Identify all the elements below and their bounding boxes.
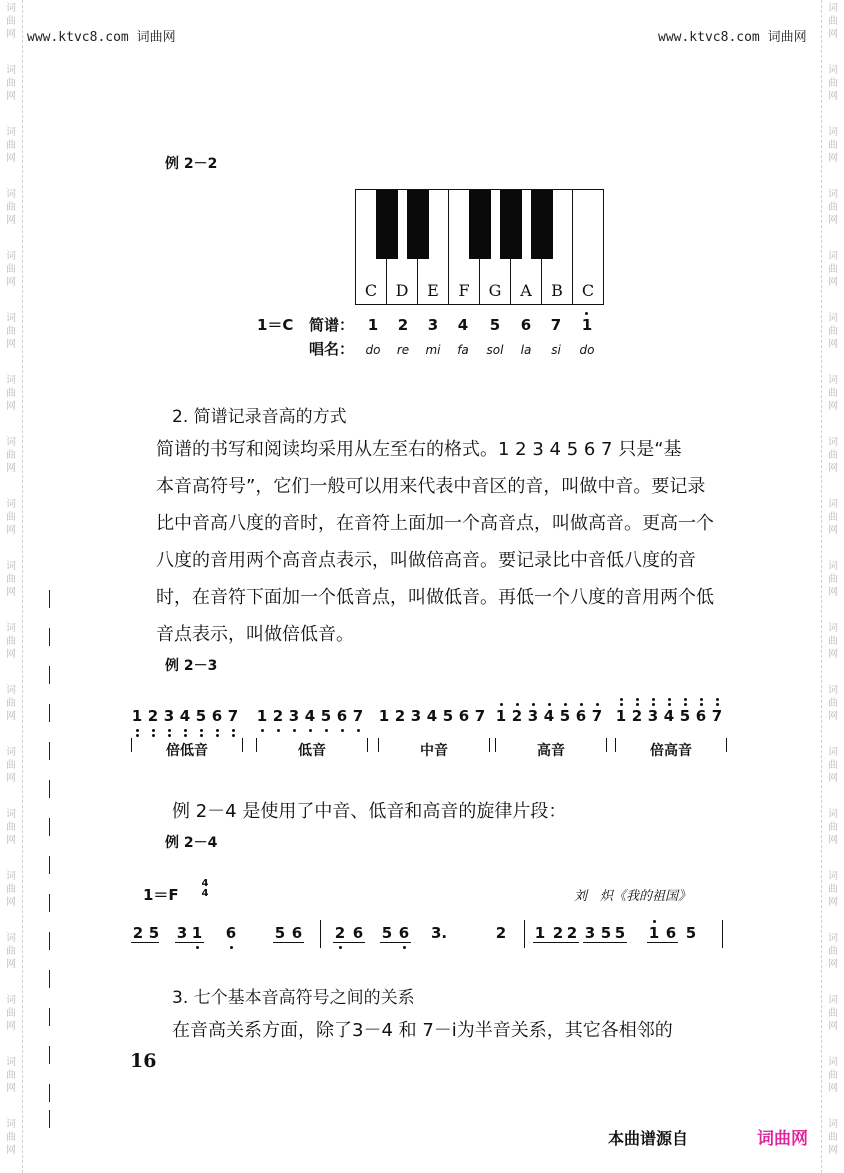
example-2-2-label: 例 2－2 bbox=[165, 156, 218, 172]
low-dot bbox=[136, 734, 139, 737]
high-dot bbox=[716, 698, 719, 701]
header-left-url: www.ktvc8.com 词曲网 bbox=[27, 30, 176, 45]
octave-note: 1 bbox=[615, 707, 627, 725]
high-dot bbox=[668, 703, 671, 706]
octave-note: 7 bbox=[352, 707, 364, 725]
high-dot bbox=[580, 703, 583, 706]
watermark-text: 词 曲 网 bbox=[6, 499, 16, 536]
low-dot bbox=[325, 729, 328, 732]
watermark-strip-right bbox=[821, 0, 844, 1173]
beam-line bbox=[273, 942, 304, 943]
watermark-text: 词 曲 网 bbox=[6, 313, 16, 350]
watermark-text: 词 曲 网 bbox=[828, 871, 838, 908]
watermark-text: 词 曲 网 bbox=[828, 3, 838, 40]
beam-line bbox=[647, 942, 678, 943]
jianpu-note-high: 1 bbox=[581, 316, 593, 334]
low-dot bbox=[216, 729, 219, 732]
octave-bracket bbox=[131, 738, 243, 759]
octave-note: 2 bbox=[394, 707, 406, 725]
margin-mark bbox=[49, 856, 50, 874]
melody-note: 6 bbox=[291, 924, 303, 942]
watermark-text: 词 曲 网 bbox=[6, 251, 16, 288]
watermark-text: 词 曲 网 bbox=[828, 561, 838, 598]
watermark-text: 词 曲 网 bbox=[828, 1119, 838, 1156]
section-3-text: 在音高关系方面，除了3－4 和 7－i为半音关系，其它各相邻的 bbox=[172, 1020, 673, 1041]
melody-note: 2 bbox=[132, 924, 144, 942]
watermark-text: 词 曲 网 bbox=[828, 437, 838, 474]
low-dot bbox=[357, 729, 360, 732]
watermark-text: 词 曲 网 bbox=[828, 127, 838, 164]
high-dot bbox=[636, 703, 639, 706]
octave-note: 3 bbox=[527, 707, 539, 725]
bar-line bbox=[722, 920, 723, 948]
watermark-text: 词 曲 网 bbox=[6, 3, 16, 40]
watermark-strip-left bbox=[0, 0, 23, 1173]
low-dot bbox=[200, 734, 203, 737]
high-dot bbox=[652, 703, 655, 706]
margin-mark bbox=[49, 970, 50, 988]
melody-note: 3. bbox=[431, 924, 448, 942]
melody-note: 5 bbox=[600, 924, 612, 942]
low-dot bbox=[309, 729, 312, 732]
melody-note: 6 bbox=[225, 924, 237, 942]
low-dot bbox=[136, 729, 139, 732]
example-2-4-label: 例 2－4 bbox=[165, 835, 218, 851]
solfege-syllable: re bbox=[396, 343, 410, 357]
octave-note: 4 bbox=[179, 707, 191, 725]
header-right-url: www.ktvc8.com 词曲网 bbox=[658, 30, 807, 45]
octave-note: 4 bbox=[426, 707, 438, 725]
high-dot bbox=[596, 703, 599, 706]
key-signature: 1＝C bbox=[257, 316, 294, 334]
piano-keyboard bbox=[355, 189, 604, 305]
example-2-4-intro: 例 2－4 是使用了中音、低音和高音的旋律片段： bbox=[172, 801, 567, 822]
beam-line bbox=[583, 942, 627, 943]
octave-note: 2 bbox=[272, 707, 284, 725]
melody-note: 3 bbox=[176, 924, 188, 942]
watermark-text: 词 曲 网 bbox=[6, 685, 16, 722]
key-label: C bbox=[581, 281, 595, 300]
solfege-syllable: mi bbox=[425, 343, 441, 357]
watermark-text: 词 曲 网 bbox=[828, 809, 838, 846]
melody-note: 1 bbox=[534, 924, 546, 942]
high-dot bbox=[532, 703, 535, 706]
octave-label: 中音 bbox=[379, 740, 489, 760]
watermark-text: 词 曲 网 bbox=[6, 561, 16, 598]
melody-note: 5 bbox=[148, 924, 160, 942]
low-dot bbox=[261, 729, 264, 732]
paragraph-line: 音点表示，叫做倍低音。 bbox=[156, 624, 354, 645]
octave-note: 5 bbox=[195, 707, 207, 725]
octave-note: 6 bbox=[575, 707, 587, 725]
octave-note: 1 bbox=[131, 707, 143, 725]
solfege-syllable: do bbox=[579, 343, 595, 357]
beam-line bbox=[380, 942, 411, 943]
octave-note: 3 bbox=[410, 707, 422, 725]
footer-source: 本曲谱源自 bbox=[608, 1129, 689, 1148]
paragraph-line: 八度的音用两个高音点表示，叫做倍高音。要记录比中音低八度的音 bbox=[156, 550, 696, 571]
octave-note: 2 bbox=[511, 707, 523, 725]
melody-note: 6 bbox=[352, 924, 364, 942]
black-key bbox=[531, 190, 553, 259]
watermark-text: 词 曲 网 bbox=[6, 189, 16, 226]
octave-note: 6 bbox=[336, 707, 348, 725]
high-dot bbox=[668, 698, 671, 701]
margin-mark bbox=[49, 666, 50, 684]
watermark-text: 词 曲 网 bbox=[828, 623, 838, 660]
high-dot bbox=[653, 920, 656, 923]
melody-note: 5 bbox=[274, 924, 286, 942]
low-dot bbox=[232, 734, 235, 737]
bar-line bbox=[320, 920, 321, 948]
watermark-text: 词 曲 网 bbox=[828, 65, 838, 102]
black-key bbox=[407, 190, 429, 259]
melody-note: 5 bbox=[614, 924, 626, 942]
octave-note: 4 bbox=[543, 707, 555, 725]
black-key bbox=[376, 190, 398, 259]
high-dot bbox=[620, 703, 623, 706]
watermark-text: 词 曲 网 bbox=[828, 313, 838, 350]
low-dot bbox=[152, 729, 155, 732]
octave-note: 3 bbox=[288, 707, 300, 725]
low-dot bbox=[339, 946, 342, 949]
octave-label: 倍高音 bbox=[616, 740, 726, 760]
octave-note: 7 bbox=[474, 707, 486, 725]
bar-line bbox=[524, 920, 525, 948]
low-dot bbox=[168, 734, 171, 737]
melody-note: 2 bbox=[495, 924, 507, 942]
melody-note: 1 bbox=[648, 924, 660, 942]
footer-brand-link[interactable]: 词曲网 bbox=[757, 1129, 808, 1149]
time-signature bbox=[199, 879, 211, 899]
watermark-text: 词 曲 网 bbox=[6, 747, 16, 784]
margin-mark bbox=[49, 1008, 50, 1026]
low-dot bbox=[200, 729, 203, 732]
melody-credit: 刘 炽《我的祖国》 bbox=[574, 889, 692, 904]
solfege-syllable: fa bbox=[457, 343, 469, 357]
page-number: 16 bbox=[130, 1050, 157, 1072]
white-key bbox=[573, 190, 603, 304]
octave-label: 低音 bbox=[257, 740, 367, 760]
key-label: F bbox=[458, 281, 470, 300]
melody-note: 5 bbox=[685, 924, 697, 942]
octave-note: 7 bbox=[591, 707, 603, 725]
octave-label: 高音 bbox=[496, 740, 606, 760]
melody-note: 6 bbox=[665, 924, 677, 942]
beam-line bbox=[333, 942, 365, 943]
low-dot bbox=[184, 729, 187, 732]
high-dot bbox=[684, 698, 687, 701]
octave-note: 7 bbox=[227, 707, 239, 725]
watermark-text: 词 曲 网 bbox=[6, 1057, 16, 1094]
low-dot bbox=[184, 734, 187, 737]
watermark-text: 词 曲 网 bbox=[6, 375, 16, 412]
melody-note: 5 bbox=[381, 924, 393, 942]
beam-line bbox=[175, 942, 204, 943]
beam-line bbox=[533, 942, 579, 943]
beam-line bbox=[131, 942, 159, 943]
melody-note: 6 bbox=[398, 924, 410, 942]
margin-mark bbox=[49, 704, 50, 722]
octave-note: 6 bbox=[211, 707, 223, 725]
low-dot bbox=[232, 729, 235, 732]
key-label: A bbox=[520, 281, 532, 300]
jianpu-note: 5 bbox=[489, 316, 501, 334]
octave-note: 5 bbox=[320, 707, 332, 725]
section-2-paragraph bbox=[156, 431, 741, 653]
margin-mark bbox=[49, 742, 50, 760]
watermark-text: 词 曲 网 bbox=[6, 437, 16, 474]
high-dot bbox=[700, 703, 703, 706]
jianpu-note: 7 bbox=[550, 316, 562, 334]
watermark-text: 词 曲 网 bbox=[828, 685, 838, 722]
melody-note: 2 bbox=[334, 924, 346, 942]
octave-bracket bbox=[378, 738, 490, 759]
key-label: D bbox=[395, 281, 409, 300]
solfege-label: 唱名： bbox=[309, 340, 355, 358]
octave-note: 3 bbox=[647, 707, 659, 725]
margin-mark bbox=[49, 818, 50, 836]
octave-note: 1 bbox=[256, 707, 268, 725]
paragraph-line: 简谱的书写和阅读均采用从左至右的格式。1 2 3 4 5 6 7 只是“基 bbox=[156, 439, 682, 460]
margin-mark bbox=[49, 932, 50, 950]
octave-note: 5 bbox=[442, 707, 454, 725]
low-dot bbox=[216, 734, 219, 737]
jianpu-note: 3 bbox=[427, 316, 439, 334]
margin-mark bbox=[49, 894, 50, 912]
octave-note: 6 bbox=[458, 707, 470, 725]
low-dot bbox=[403, 946, 406, 949]
jianpu-label: 简谱： bbox=[309, 316, 355, 334]
key-label: G bbox=[488, 281, 502, 300]
margin-mark bbox=[49, 628, 50, 646]
high-dot bbox=[636, 698, 639, 701]
margin-mark bbox=[49, 1084, 50, 1102]
octave-note: 4 bbox=[663, 707, 675, 725]
margin-mark bbox=[49, 1110, 50, 1128]
melody-note: 3 bbox=[584, 924, 596, 942]
high-dot bbox=[516, 703, 519, 706]
margin-mark bbox=[49, 1046, 50, 1064]
octave-note: 1 bbox=[495, 707, 507, 725]
watermark-text: 词 曲 网 bbox=[6, 995, 16, 1032]
low-dot bbox=[152, 734, 155, 737]
watermark-text: 词 曲 网 bbox=[6, 127, 16, 164]
octave-note: 7 bbox=[711, 707, 723, 725]
margin-mark bbox=[49, 590, 50, 608]
paragraph-line: 时，在音符下面加一个低音点，叫做低音。再低一个八度的音用两个低 bbox=[156, 587, 714, 608]
watermark-text: 词 曲 网 bbox=[6, 623, 16, 660]
jianpu-note: 2 bbox=[397, 316, 409, 334]
octave-note: 5 bbox=[559, 707, 571, 725]
solfege-syllable: la bbox=[520, 343, 532, 357]
low-dot bbox=[196, 946, 199, 949]
high-dot bbox=[620, 698, 623, 701]
jianpu-note: 4 bbox=[457, 316, 469, 334]
low-dot bbox=[230, 946, 233, 949]
low-dot bbox=[168, 729, 171, 732]
watermark-text: 词 曲 网 bbox=[6, 933, 16, 970]
high-dot bbox=[652, 698, 655, 701]
octave-note: 1 bbox=[378, 707, 390, 725]
watermark-text: 词 曲 网 bbox=[828, 375, 838, 412]
octave-note: 2 bbox=[631, 707, 643, 725]
octave-note: 2 bbox=[147, 707, 159, 725]
time-signature-top: 4 bbox=[201, 878, 209, 889]
solfege-syllable: si bbox=[551, 343, 561, 357]
high-dot bbox=[684, 703, 687, 706]
example-2-3-label: 例 2－3 bbox=[165, 658, 218, 674]
key-label: B bbox=[551, 281, 563, 300]
high-dot bbox=[585, 312, 588, 315]
high-dot bbox=[700, 698, 703, 701]
section-2-title: 2. 简谱记录音高的方式 bbox=[172, 407, 347, 427]
high-dot bbox=[564, 703, 567, 706]
paragraph-line: 比中音高八度的音时，在音符上面加一个高音点，叫做高音。更高一个 bbox=[156, 513, 714, 534]
watermark-text: 词 曲 网 bbox=[828, 1057, 838, 1094]
octave-bracket bbox=[615, 738, 727, 759]
high-dot bbox=[716, 703, 719, 706]
jianpu-note: 1 bbox=[367, 316, 379, 334]
high-dot bbox=[500, 703, 503, 706]
black-key bbox=[469, 190, 491, 259]
melody-note: 1 bbox=[191, 924, 203, 942]
solfege-syllable: do bbox=[365, 343, 381, 357]
high-dot bbox=[548, 703, 551, 706]
low-dot bbox=[293, 729, 296, 732]
jianpu-note: 6 bbox=[520, 316, 532, 334]
key-label: E bbox=[427, 281, 439, 300]
low-dot bbox=[341, 729, 344, 732]
melody-note: 2 bbox=[566, 924, 578, 942]
margin-mark bbox=[49, 780, 50, 798]
octave-label: 倍低音 bbox=[132, 740, 242, 760]
watermark-text: 词 曲 网 bbox=[828, 995, 838, 1032]
melody-note: 2 bbox=[552, 924, 564, 942]
watermark-text: 词 曲 网 bbox=[6, 809, 16, 846]
low-dot bbox=[277, 729, 280, 732]
octave-note: 3 bbox=[163, 707, 175, 725]
key-label: C bbox=[364, 281, 378, 300]
paragraph-line: 本音高符号”，它们一般可以用来代表中音区的音，叫做中音。要记录 bbox=[156, 476, 706, 497]
octave-note: 4 bbox=[304, 707, 316, 725]
watermark-text: 词 曲 网 bbox=[6, 871, 16, 908]
solfege-syllable: sol bbox=[486, 343, 504, 357]
watermark-text: 词 曲 网 bbox=[828, 747, 838, 784]
watermark-text: 词 曲 网 bbox=[828, 933, 838, 970]
watermark-text: 词 曲 网 bbox=[828, 189, 838, 226]
time-signature-bottom: 4 bbox=[201, 888, 209, 899]
watermark-text: 词 曲 网 bbox=[6, 1119, 16, 1156]
watermark-text: 词 曲 网 bbox=[828, 499, 838, 536]
black-key bbox=[500, 190, 522, 259]
octave-bracket bbox=[256, 738, 368, 759]
watermark-text: 词 曲 网 bbox=[6, 65, 16, 102]
octave-note: 6 bbox=[695, 707, 707, 725]
octave-note: 5 bbox=[679, 707, 691, 725]
melody-key: 1＝F bbox=[143, 886, 179, 904]
octave-bracket bbox=[495, 738, 607, 759]
section-3-title: 3. 七个基本音高符号之间的关系 bbox=[172, 988, 415, 1008]
watermark-text: 词 曲 网 bbox=[828, 251, 838, 288]
